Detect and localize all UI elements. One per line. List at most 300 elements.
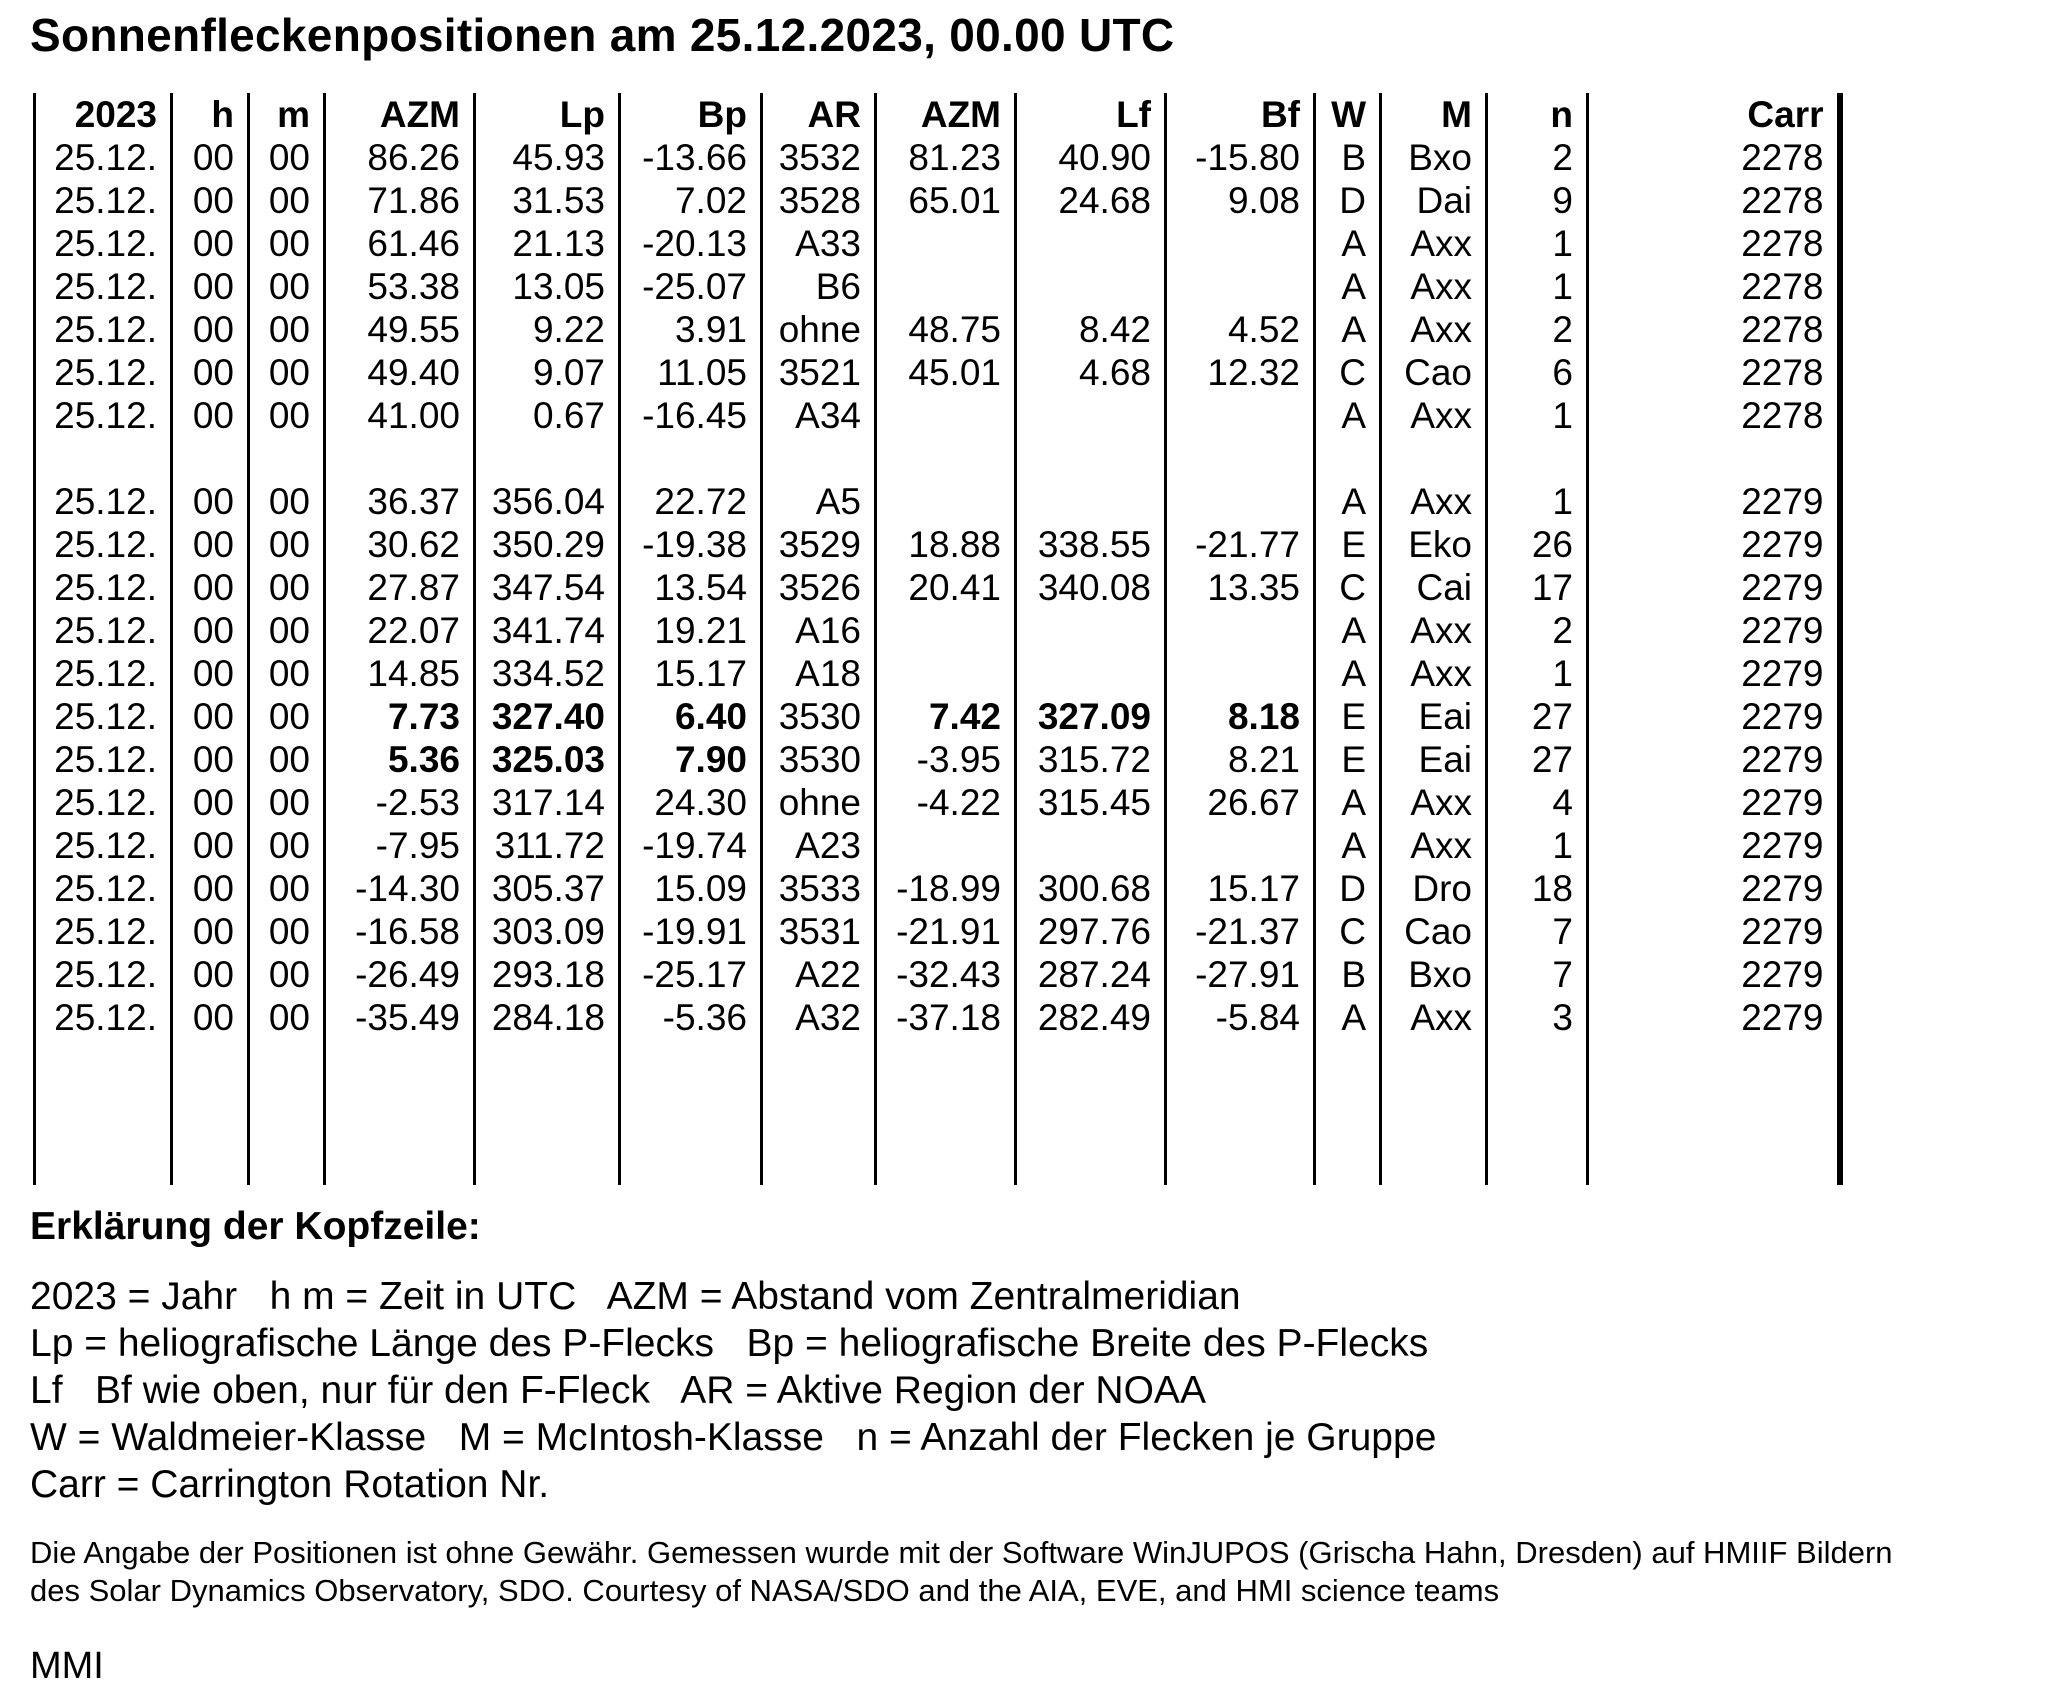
table-cell: C <box>1315 351 1381 394</box>
table-cell <box>325 437 475 480</box>
table-cell: C <box>1315 566 1381 609</box>
table-cell: 3521 <box>762 351 876 394</box>
table-cell: ohne <box>762 308 876 351</box>
table-cell: 24.30 <box>620 781 762 824</box>
table-cell: 11.05 <box>620 351 762 394</box>
table-cell: 81.23 <box>876 136 1016 179</box>
column-header-h-1: h <box>172 93 249 136</box>
table-cell: 25.12. <box>35 480 172 523</box>
table-cell: 18 <box>1487 867 1588 910</box>
table-cell: 9 <box>1487 179 1588 222</box>
table-cell: E <box>1315 523 1381 566</box>
column-header-lf-8: Lf <box>1016 93 1166 136</box>
table-cell: 2279 <box>1588 523 1840 566</box>
table-cell: 25.12. <box>35 566 172 609</box>
table-cell: 00 <box>249 824 325 867</box>
table-row <box>35 695 1840 738</box>
table-cell <box>1166 480 1315 523</box>
table-cell: 24.68 <box>1016 179 1166 222</box>
table-cell: 00 <box>172 652 249 695</box>
table-cell: -37.18 <box>876 996 1016 1039</box>
table-cell: 340.08 <box>1016 566 1166 609</box>
table-cell: 00 <box>172 781 249 824</box>
table-cell: 4 <box>1487 781 1588 824</box>
table-cell: 00 <box>172 824 249 867</box>
table-cell: 2 <box>1487 136 1588 179</box>
table-cell: 2 <box>1487 308 1588 351</box>
table-cell <box>876 394 1016 437</box>
table-cell: 1 <box>1487 222 1588 265</box>
table-cell: A33 <box>762 222 876 265</box>
table-cell <box>876 652 1016 695</box>
legend-line: W = Waldmeier-Klasse M = McIntosh-Klasse n = Anzahl der Flecken je Gruppe <box>30 1416 1437 1460</box>
table-cell: 13.54 <box>620 566 762 609</box>
table-cell: 3530 <box>762 738 876 781</box>
table-cell: 25.12. <box>35 609 172 652</box>
table-cell: 1 <box>1487 480 1588 523</box>
table-cell: Eai <box>1381 695 1487 738</box>
table-cell: 4.68 <box>1016 351 1166 394</box>
table-cell: A <box>1315 609 1381 652</box>
table-cell: 2279 <box>1588 867 1840 910</box>
table-cell: -21.37 <box>1166 910 1315 953</box>
table-cell <box>1166 437 1315 480</box>
table-cell: A <box>1315 265 1381 308</box>
table-cell: D <box>1315 867 1381 910</box>
table-cell: 65.01 <box>876 179 1016 222</box>
table-row <box>35 308 1840 351</box>
table-cell: 3526 <box>762 566 876 609</box>
table-cell: 2279 <box>1588 652 1840 695</box>
table-cell: 00 <box>249 179 325 222</box>
table-cell: Cai <box>1381 566 1487 609</box>
table-cell: -4.22 <box>876 781 1016 824</box>
table-cell: 00 <box>172 910 249 953</box>
table-cell: A34 <box>762 394 876 437</box>
fineprint-block <box>30 1534 2055 1610</box>
table-cell: 2278 <box>1588 394 1840 437</box>
table-cell: 00 <box>172 136 249 179</box>
table-row <box>35 781 1840 824</box>
table-cell: 3530 <box>762 695 876 738</box>
table-cell <box>1487 1039 1588 1185</box>
table-cell: 27 <box>1487 695 1588 738</box>
table-cell: Axx <box>1381 480 1487 523</box>
table-cell: A16 <box>762 609 876 652</box>
table-cell: 19.21 <box>620 609 762 652</box>
table-cell <box>876 480 1016 523</box>
table-cell: -25.07 <box>620 265 762 308</box>
table-cell: 00 <box>172 179 249 222</box>
table-cell <box>1487 437 1588 480</box>
table-header-row <box>35 93 1840 136</box>
table-cell: -15.80 <box>1166 136 1315 179</box>
table-row <box>35 824 1840 867</box>
table-cell: 27 <box>1487 738 1588 781</box>
spacer-row <box>35 437 1840 480</box>
table-cell <box>762 1039 876 1185</box>
table-cell <box>620 437 762 480</box>
table-cell: Axx <box>1381 394 1487 437</box>
table-cell: -21.77 <box>1166 523 1315 566</box>
fineprint-line: des Solar Dynamics Observatory, SDO. Courtesy of NASA/SDO and the AIA, EVE, and HMI science teams <box>30 1573 1500 1609</box>
table-cell: 00 <box>249 867 325 910</box>
table-cell: 00 <box>172 265 249 308</box>
table-cell: Axx <box>1381 996 1487 1039</box>
table-row <box>35 480 1840 523</box>
table-cell: 350.29 <box>475 523 620 566</box>
table-cell: 53.38 <box>325 265 475 308</box>
table-cell: 7.42 <box>876 695 1016 738</box>
table-cell <box>1166 824 1315 867</box>
table-cell: 49.55 <box>325 308 475 351</box>
table-cell <box>1166 609 1315 652</box>
table-cell: 17 <box>1487 566 1588 609</box>
table-cell <box>876 222 1016 265</box>
table-cell: A <box>1315 824 1381 867</box>
table-cell <box>475 437 620 480</box>
table-row <box>35 953 1840 996</box>
table-cell: 00 <box>249 351 325 394</box>
table-cell: 25.12. <box>35 222 172 265</box>
table-cell: A <box>1315 781 1381 824</box>
table-cell: Axx <box>1381 781 1487 824</box>
table-cell: -19.74 <box>620 824 762 867</box>
table-cell: 3531 <box>762 910 876 953</box>
table-cell: -27.91 <box>1166 953 1315 996</box>
table-cell: 25.12. <box>35 394 172 437</box>
table-cell: 00 <box>249 480 325 523</box>
table-cell: Axx <box>1381 308 1487 351</box>
table-cell: 71.86 <box>325 179 475 222</box>
table-cell: B6 <box>762 265 876 308</box>
column-header-azm-7: AZM <box>876 93 1016 136</box>
table-cell: E <box>1315 738 1381 781</box>
table-cell: 00 <box>172 566 249 609</box>
table-cell <box>1588 437 1840 480</box>
table-cell: Cao <box>1381 351 1487 394</box>
table-cell: 8.18 <box>1166 695 1315 738</box>
table-cell: 2 <box>1487 609 1588 652</box>
table-cell: -19.91 <box>620 910 762 953</box>
table-cell: 22.07 <box>325 609 475 652</box>
table-cell: -5.84 <box>1166 996 1315 1039</box>
table-cell: 317.14 <box>475 781 620 824</box>
table-cell: 00 <box>172 953 249 996</box>
table-cell: 00 <box>172 394 249 437</box>
table-cell: Dai <box>1381 179 1487 222</box>
table-cell: 1 <box>1487 824 1588 867</box>
table-cell: A <box>1315 480 1381 523</box>
table-cell: 297.76 <box>1016 910 1166 953</box>
table-cell: 2279 <box>1588 910 1840 953</box>
table-cell <box>1381 1039 1487 1185</box>
table-cell: 9.07 <box>475 351 620 394</box>
table-cell: 293.18 <box>475 953 620 996</box>
table-cell: 325.03 <box>475 738 620 781</box>
table-cell: -20.13 <box>620 222 762 265</box>
table-cell: -16.45 <box>620 394 762 437</box>
table-cell: 1 <box>1487 652 1588 695</box>
table-cell: 00 <box>249 910 325 953</box>
table-cell: 15.17 <box>620 652 762 695</box>
table-cell: 15.09 <box>620 867 762 910</box>
table-cell: 00 <box>249 695 325 738</box>
table-cell: 2279 <box>1588 824 1840 867</box>
table-cell: 15.17 <box>1166 867 1315 910</box>
table-cell <box>35 1039 172 1185</box>
page-title: Sonnenfleckenpositionen am 25.12.2023, 00.00 UTC <box>30 9 1175 61</box>
table-cell: A5 <box>762 480 876 523</box>
table-cell: 284.18 <box>475 996 620 1039</box>
column-header-carr-13: Carr <box>1588 93 1840 136</box>
table-row <box>35 867 1840 910</box>
table-cell: B <box>1315 953 1381 996</box>
table-cell: 3533 <box>762 867 876 910</box>
legend-heading: Erklärung der Kopfzeile: <box>30 1204 481 1248</box>
table-cell: 5.36 <box>325 738 475 781</box>
table-cell: 8.42 <box>1016 308 1166 351</box>
table-cell: Eai <box>1381 738 1487 781</box>
table-cell <box>876 437 1016 480</box>
table-cell: 48.75 <box>876 308 1016 351</box>
table-row <box>35 523 1840 566</box>
table-cell: 00 <box>249 394 325 437</box>
table-cell <box>1315 437 1381 480</box>
table-cell <box>172 1039 249 1185</box>
table-cell: 3528 <box>762 179 876 222</box>
table-cell: 338.55 <box>1016 523 1166 566</box>
table-cell: 00 <box>172 308 249 351</box>
table-cell: C <box>1315 910 1381 953</box>
table-cell: A23 <box>762 824 876 867</box>
table-cell: 334.52 <box>475 652 620 695</box>
table-cell: 7.73 <box>325 695 475 738</box>
table-cell: 45.93 <box>475 136 620 179</box>
table-row <box>35 179 1840 222</box>
table-cell: 45.01 <box>876 351 1016 394</box>
table-cell: 6.40 <box>620 695 762 738</box>
table-cell: 25.12. <box>35 136 172 179</box>
table-cell: 315.45 <box>1016 781 1166 824</box>
table-cell: 25.12. <box>35 867 172 910</box>
table-cell: E <box>1315 695 1381 738</box>
table-cell: 25.12. <box>35 781 172 824</box>
table-cell <box>35 437 172 480</box>
column-header-bf-9: Bf <box>1166 93 1315 136</box>
table-cell: 2279 <box>1588 566 1840 609</box>
table-cell: 13.05 <box>475 265 620 308</box>
table-cell <box>1016 394 1166 437</box>
table-cell: 00 <box>172 867 249 910</box>
table-head <box>35 93 1840 136</box>
table-cell: 00 <box>249 136 325 179</box>
legend-line: Lf Bf wie oben, nur für den F-Fleck AR = Aktive Region der NOAA <box>30 1369 1206 1413</box>
table-cell: Bxo <box>1381 136 1487 179</box>
table-cell: 7.02 <box>620 179 762 222</box>
table-cell: -18.99 <box>876 867 1016 910</box>
table-cell <box>249 1039 325 1185</box>
table-cell: 00 <box>249 308 325 351</box>
table-cell: A <box>1315 394 1381 437</box>
table-cell: 25.12. <box>35 910 172 953</box>
table-cell: 00 <box>249 566 325 609</box>
column-header-m-2: m <box>249 93 325 136</box>
table-cell: A <box>1315 222 1381 265</box>
table-row <box>35 910 1840 953</box>
table-cell <box>1166 222 1315 265</box>
table-cell: 25.12. <box>35 523 172 566</box>
spacer-row <box>35 1039 1840 1185</box>
column-header-bp-5: Bp <box>620 93 762 136</box>
table-cell: Axx <box>1381 222 1487 265</box>
table-cell: 49.40 <box>325 351 475 394</box>
table-cell: 2279 <box>1588 480 1840 523</box>
column-header-m-11: M <box>1381 93 1487 136</box>
table-cell: 315.72 <box>1016 738 1166 781</box>
table-cell: Axx <box>1381 265 1487 308</box>
table-cell: -16.58 <box>325 910 475 953</box>
table-cell: 2278 <box>1588 179 1840 222</box>
table-cell: 1 <box>1487 265 1588 308</box>
table-cell: 327.40 <box>475 695 620 738</box>
table-cell: 2278 <box>1588 351 1840 394</box>
legend-line: Carr = Carrington Rotation Nr. <box>30 1463 550 1507</box>
table-cell: 25.12. <box>35 179 172 222</box>
table-cell <box>1016 480 1166 523</box>
table-cell: ohne <box>762 781 876 824</box>
table-cell: 22.72 <box>620 480 762 523</box>
table-cell: 6 <box>1487 351 1588 394</box>
table-cell: 356.04 <box>475 480 620 523</box>
table-cell: Cao <box>1381 910 1487 953</box>
table-cell: 25.12. <box>35 351 172 394</box>
table-cell: A <box>1315 996 1381 1039</box>
table-cell: 20.41 <box>876 566 1016 609</box>
table-cell: 311.72 <box>475 824 620 867</box>
table-cell: Eko <box>1381 523 1487 566</box>
table-cell <box>172 437 249 480</box>
table-cell: A18 <box>762 652 876 695</box>
table-cell: B <box>1315 136 1381 179</box>
column-header-n-12: n <box>1487 93 1588 136</box>
table-cell: 27.87 <box>325 566 475 609</box>
table-cell: -35.49 <box>325 996 475 1039</box>
table-cell: 00 <box>172 523 249 566</box>
table-cell: 00 <box>172 351 249 394</box>
table-cell: 3529 <box>762 523 876 566</box>
table-cell: 25.12. <box>35 824 172 867</box>
table-cell: 3 <box>1487 996 1588 1039</box>
table-cell: 2279 <box>1588 738 1840 781</box>
table-cell: 40.90 <box>1016 136 1166 179</box>
table-cell: 00 <box>249 953 325 996</box>
table-cell: 00 <box>249 523 325 566</box>
sunspot-position-table <box>33 93 1843 1185</box>
table-cell: 300.68 <box>1016 867 1166 910</box>
table-row <box>35 222 1840 265</box>
table-cell: 26.67 <box>1166 781 1315 824</box>
table-cell <box>1016 265 1166 308</box>
table-cell: -21.91 <box>876 910 1016 953</box>
table-cell: 00 <box>249 222 325 265</box>
table-cell: 25.12. <box>35 265 172 308</box>
table-cell: Axx <box>1381 824 1487 867</box>
table-cell: 7 <box>1487 953 1588 996</box>
table-body <box>35 136 1840 1185</box>
table-cell: 00 <box>172 222 249 265</box>
table-cell: A <box>1315 652 1381 695</box>
table-cell: -13.66 <box>620 136 762 179</box>
table-cell <box>762 437 876 480</box>
table-cell: D <box>1315 179 1381 222</box>
table-row <box>35 738 1840 781</box>
table-cell: -25.17 <box>620 953 762 996</box>
table-cell: 18.88 <box>876 523 1016 566</box>
table-cell <box>1166 394 1315 437</box>
table-cell: 25.12. <box>35 652 172 695</box>
table-cell: A32 <box>762 996 876 1039</box>
table-cell <box>876 1039 1016 1185</box>
table-cell: 8.21 <box>1166 738 1315 781</box>
table-cell: 30.62 <box>325 523 475 566</box>
table-cell: 2279 <box>1588 953 1840 996</box>
column-header-ar-6: AR <box>762 93 876 136</box>
table-cell <box>1166 265 1315 308</box>
table-row <box>35 394 1840 437</box>
table-cell: 2279 <box>1588 996 1840 1039</box>
table-cell <box>876 609 1016 652</box>
table-cell <box>1016 1039 1166 1185</box>
table-cell: 2278 <box>1588 222 1840 265</box>
table-cell <box>876 265 1016 308</box>
table-cell: 9.22 <box>475 308 620 351</box>
table-cell <box>620 1039 762 1185</box>
table-cell: 2279 <box>1588 609 1840 652</box>
table-cell <box>1016 652 1166 695</box>
table-cell <box>876 824 1016 867</box>
table-cell: -32.43 <box>876 953 1016 996</box>
legend-block <box>30 1273 2055 1508</box>
table-cell <box>1315 1039 1381 1185</box>
table-cell <box>1588 1039 1840 1185</box>
table-cell: A <box>1315 308 1381 351</box>
table-cell: 2278 <box>1588 265 1840 308</box>
table-cell <box>325 1039 475 1185</box>
table-cell: 86.26 <box>325 136 475 179</box>
table-cell: -19.38 <box>620 523 762 566</box>
table-cell: 0.67 <box>475 394 620 437</box>
table-cell <box>1016 609 1166 652</box>
table-cell: 00 <box>172 738 249 781</box>
table-cell: 2279 <box>1588 781 1840 824</box>
table-cell: A22 <box>762 953 876 996</box>
table-cell: 25.12. <box>35 996 172 1039</box>
table-cell: -5.36 <box>620 996 762 1039</box>
table-cell: -26.49 <box>325 953 475 996</box>
table-cell: Bxo <box>1381 953 1487 996</box>
table-row <box>35 136 1840 179</box>
table-cell: -3.95 <box>876 738 1016 781</box>
table-cell: 61.46 <box>325 222 475 265</box>
table-cell: 341.74 <box>475 609 620 652</box>
table-cell: 347.54 <box>475 566 620 609</box>
table-cell <box>1166 1039 1315 1185</box>
table-cell: 31.53 <box>475 179 620 222</box>
column-header-azm-3: AZM <box>325 93 475 136</box>
table-cell <box>475 1039 620 1185</box>
table-cell <box>1016 437 1166 480</box>
